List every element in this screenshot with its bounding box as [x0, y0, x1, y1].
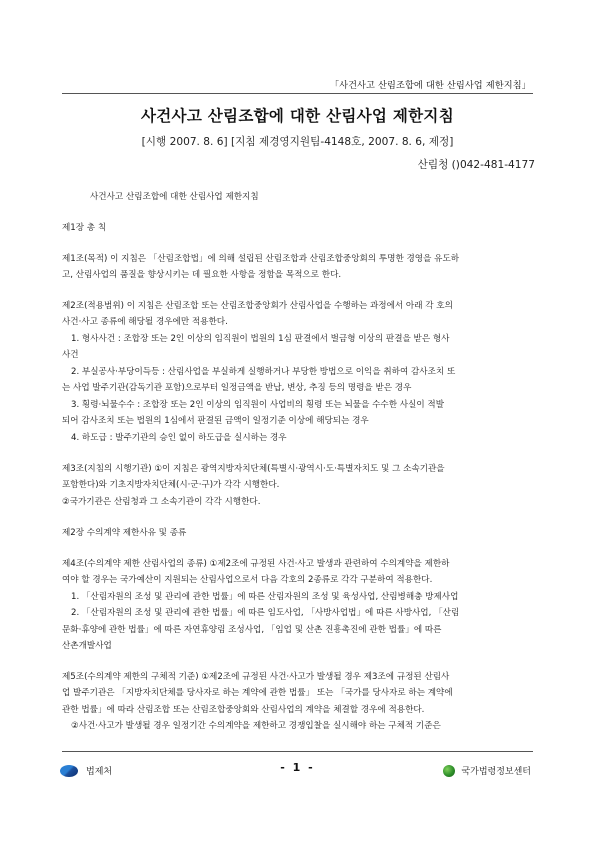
item-line: 2. 「산림자원의 조성 및 관리에 관한 법률」에 따른 임도사업, 「사방사업법」에 따른 사방사업, 「산림 — [71, 608, 460, 618]
item-line: 1. 형사사건 : 조합장 또는 2인 이상의 임직원이 법원의 1심 판결에서 벌금형 이상의 판결을 받은 형사 — [71, 334, 450, 344]
footer-right — [443, 764, 531, 777]
article-line: 여야 할 경우는 국가예산이 지원되는 산림사업으로서 다음 각호의 2종류로 각각 구분하여 적용한다. — [62, 575, 433, 585]
agency-contact: 산림청 ()042-481-4177 — [417, 159, 535, 171]
item-line: 3. 횡령·뇌물수수 : 조합장 또는 2인 이상의 임직원이 사업비의 횡령 또는 뇌물을 수수한 사실이 적발 — [71, 400, 444, 410]
document-title: 사건사고 산림조합에 대한 산림사업 제한지침 — [141, 107, 454, 125]
article-line: 고, 산림사업의 품질을 향상시키는 데 필요한 사항을 정함을 목적으로 한다. — [62, 270, 342, 280]
article-line: ②국가기관은 산림청과 그 소속기관이 각각 시행한다. — [62, 497, 261, 507]
article-line: 제3조(지침의 시행기관) ①이 지침은 광역지방자치단체(특별시·광역시·도·특별자치도 및 그 소속기관을 — [62, 464, 445, 474]
item-line: 되어 감사조치 또는 법원의 1심에서 판결된 금액이 일정기준 이상에 해당되는 경우 — [62, 416, 369, 426]
chapter-heading: 제1장 총 칙 — [62, 223, 107, 233]
article-line: 포함한다)와 기초지방자치단체(시·군·구)가 각각 시행한다. — [62, 480, 280, 490]
item-line: 1. 「산림자원의 조성 및 관리에 관한 법률」에 따른 산림자원의 조성 및 육성사업, 산림병해충 방제사업 — [71, 592, 459, 602]
running-header-title: 「사건사고 산림조합에 대한 산림사업 제한지침」 — [329, 80, 531, 91]
item-line: 는 사업 발주기관(감독기관 포함)으로부터 일정금액을 반납, 변상, 추징 등의 명령을 받은 경우 — [62, 383, 412, 393]
article-line: 제4조(수의계약 제한 산림사업의 종류) ①제2조에 규정된 사건·사고 발생과 관련하여 수의계약을 제한하 — [62, 559, 450, 569]
footer-right-label: 국가법령정보센터 — [461, 767, 531, 777]
item-line: 2. 부실공사·부당이득등 : 산림사업을 부실하게 실행하거나 부당한 방법으로 이익을 취하여 감사조치 또 — [71, 367, 456, 377]
article-line: 제1조(목적) 이 지침은 「산림조합법」에 의해 설립된 산림조합과 산림조합중앙회의 투명한 경영을 유도하 — [62, 254, 460, 264]
footer-rule — [62, 751, 533, 752]
article-line: 제5조(수의계약 제한의 구체적 기준) ①제2조에 규정된 사건·사고가 발생될 경우 제3조에 규정된 산림사 — [62, 672, 450, 682]
law-center-logo-icon — [443, 765, 455, 777]
header-rule — [62, 93, 533, 94]
footer-left-label: 법제처 — [86, 767, 113, 777]
item-line: 문화·휴양에 관한 법률」에 따른 자연휴양림 조성사업, 「임업 및 산촌 진흥촉진에 관한 법률」에 따른 — [62, 625, 442, 635]
chapter-heading: 제2장 수의계약 제한사유 및 종류 — [62, 528, 187, 538]
item-line: 산촌개발사업 — [62, 641, 112, 651]
item-line: 사건 — [62, 350, 79, 360]
article-line: 업 발주기관은 「지방자치단체를 당사자로 하는 계약에 관한 법률」 또는 「국가를 당사자로 하는 계약에 — [62, 688, 453, 698]
article-line: 사건·사고 종류에 해당될 경우에만 적용한다. — [62, 317, 228, 327]
article-line: 제2조(적용범위) 이 지침은 산림조합 또는 산림조합중앙회가 산림사업을 수행하는 과정에서 아래 각 호의 — [62, 301, 453, 311]
article-line: 관한 법률」에 따라 산림조합 또는 산림조합중앙회와 산림사업의 계약을 체결할 경우에 적용한다. — [62, 705, 425, 715]
sub-title: 사건사고 산림조합에 대한 산림사업 제한지침 — [90, 192, 259, 202]
page-number: - 1 - — [280, 761, 315, 774]
enforcement-info: [시행 2007. 8. 6] [지침 제경영지원팀-4148호, 2007. 8. 6, 제정] — [141, 136, 454, 148]
item-line: 4. 하도급 : 발주기관의 승인 없이 하도급을 실시하는 경우 — [71, 433, 287, 443]
article-line: ②사건·사고가 발생될 경우 일정기간 수의계약을 제한하고 경쟁입찰을 실시해야 하는 구체적 기준은 — [71, 721, 441, 731]
